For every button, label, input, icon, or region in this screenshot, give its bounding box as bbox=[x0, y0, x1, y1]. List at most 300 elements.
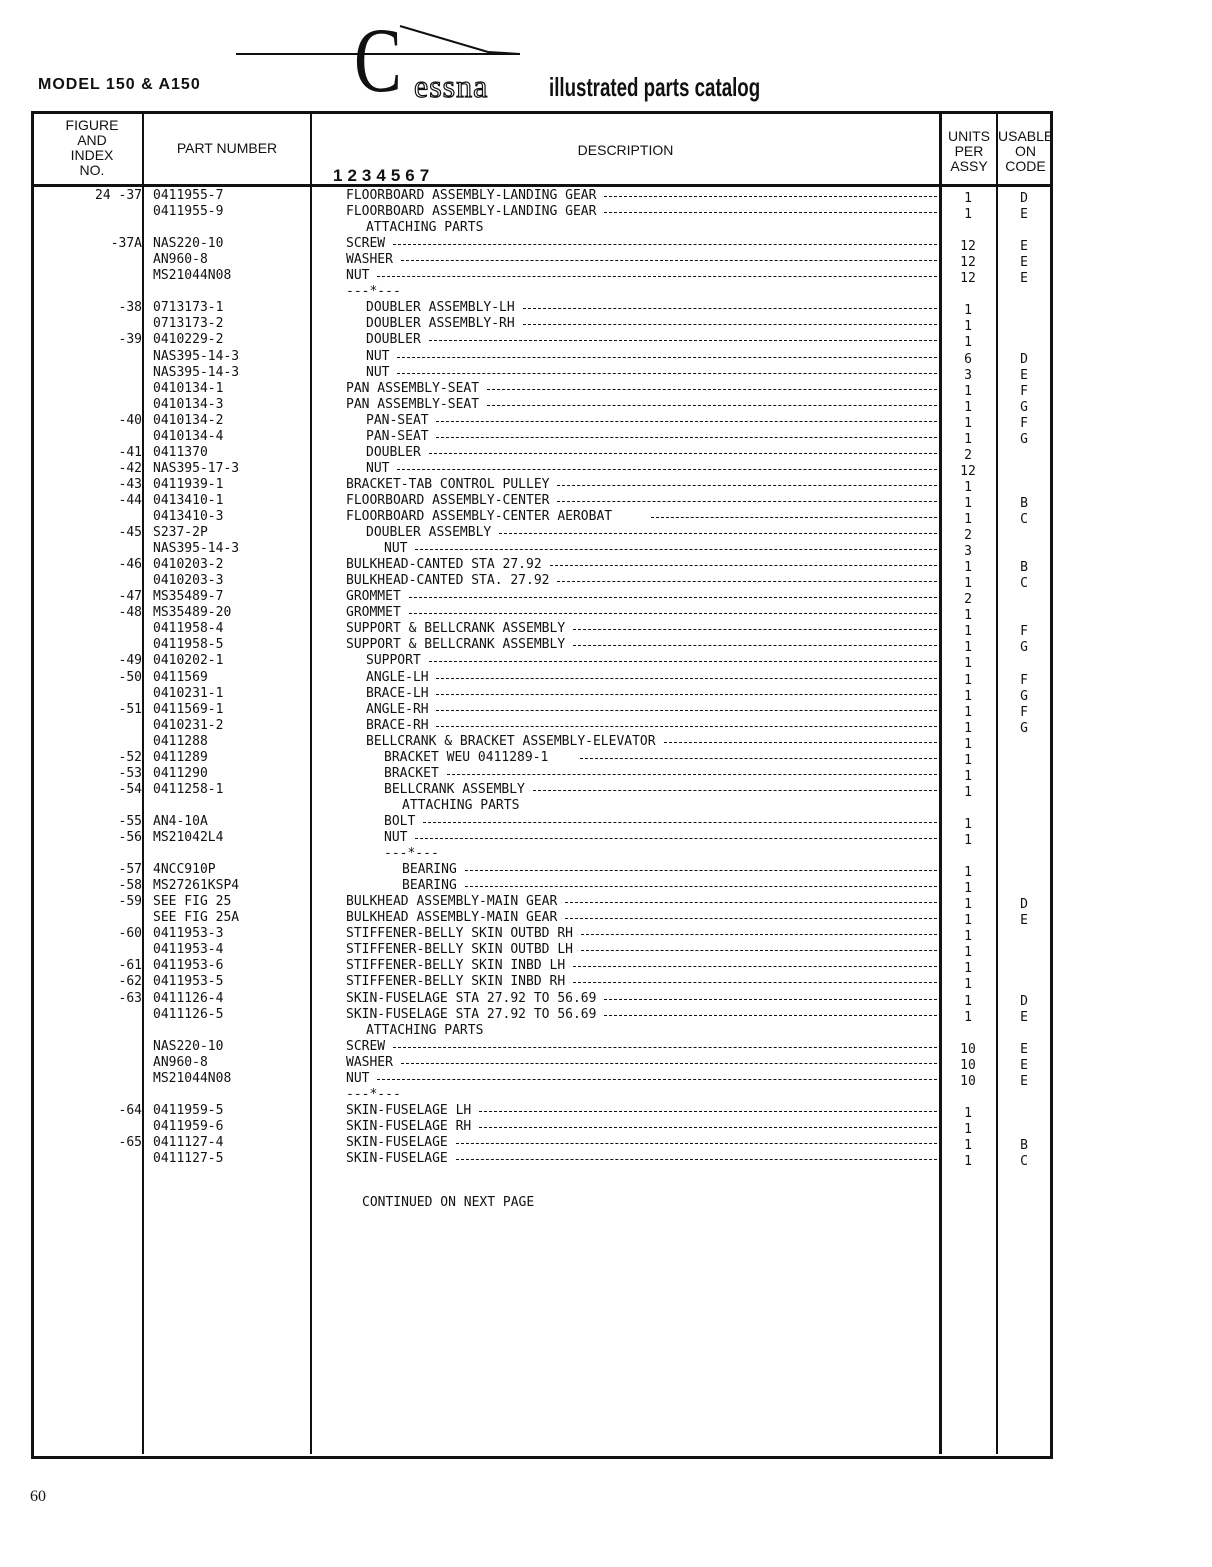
table-row bbox=[0, 862, 1212, 881]
leader-dashes bbox=[581, 950, 942, 951]
header-divider bbox=[34, 184, 1050, 187]
units-per-assy: 1 bbox=[964, 656, 972, 672]
leader-dashes bbox=[565, 918, 942, 919]
description: ANGLE-LH bbox=[366, 669, 429, 685]
leader-dashes bbox=[377, 1079, 942, 1080]
units-per-assy: 1 bbox=[964, 720, 972, 736]
usable-code: E bbox=[1020, 255, 1028, 271]
leader-dashes bbox=[436, 421, 942, 422]
description: NUT bbox=[346, 1070, 370, 1086]
table-row bbox=[0, 365, 1212, 381]
leader-dashes bbox=[479, 1127, 942, 1128]
description: SCREW bbox=[346, 236, 386, 252]
part-number: 0410231-2 bbox=[153, 717, 224, 733]
description: FLOORBOARD ASSEMBLY-CENTER AEROBAT bbox=[346, 509, 613, 524]
part-number: 4NCC910P bbox=[153, 862, 216, 878]
leader-dashes bbox=[581, 934, 942, 935]
units-per-assy: 1 bbox=[964, 881, 972, 897]
units-per-assy: 1 bbox=[964, 752, 972, 768]
part-number: 0411290 bbox=[153, 765, 208, 781]
description: PAN ASSEMBLY-SEAT bbox=[346, 396, 480, 412]
leader-dashes bbox=[557, 485, 942, 486]
part-number: 0411958-5 bbox=[153, 637, 224, 653]
description: SUPPORT & BELLCRANK ASSEMBLY bbox=[346, 621, 566, 637]
units-per-assy: 1 bbox=[964, 207, 972, 223]
table-row bbox=[0, 316, 1212, 335]
leader-dashes bbox=[664, 742, 942, 743]
units-per-assy: 1 bbox=[964, 816, 972, 832]
description: BRACKET-TAB CONTROL PULLEY bbox=[346, 476, 550, 492]
index-number: -53 bbox=[118, 765, 142, 781]
part-number: 0411289 bbox=[153, 749, 208, 765]
table-row bbox=[0, 718, 1212, 734]
table-row bbox=[0, 1087, 1212, 1103]
usable-code: F bbox=[1020, 383, 1028, 399]
part-number: MS35489-20 bbox=[153, 605, 232, 621]
units-per-assy: 12 bbox=[960, 271, 976, 287]
index-number: -51 bbox=[118, 701, 142, 717]
table-row bbox=[0, 621, 1212, 640]
leader-dashes bbox=[533, 790, 942, 791]
usable-code: F bbox=[1020, 672, 1028, 688]
leader-dashes bbox=[499, 533, 942, 534]
leader-dashes bbox=[409, 613, 942, 614]
index-number: -46 bbox=[118, 557, 142, 573]
usable-code: F bbox=[1020, 415, 1028, 431]
part-number: MS21042L4 bbox=[153, 830, 224, 845]
description: ATTACHING PARTS bbox=[366, 220, 484, 236]
leader-dashes bbox=[415, 838, 942, 839]
leader-dashes bbox=[580, 758, 942, 759]
index-number: -41 bbox=[118, 444, 142, 460]
part-number: NAS220-10 bbox=[153, 236, 224, 252]
leader-dashes bbox=[456, 1143, 942, 1144]
table-row bbox=[0, 525, 1212, 544]
part-number: MS35489-7 bbox=[153, 589, 224, 605]
header-part-number: PART NUMBER bbox=[176, 140, 278, 156]
table-row bbox=[0, 220, 1212, 236]
leader-dashes bbox=[550, 565, 942, 566]
usable-code: G bbox=[1020, 399, 1028, 415]
table-row bbox=[0, 846, 1212, 862]
table-row bbox=[0, 750, 1212, 766]
index-number: -63 bbox=[118, 990, 142, 1006]
index-number: -58 bbox=[118, 878, 142, 894]
part-number: 0411288 bbox=[153, 733, 208, 749]
description: SKIN-FUSELAGE bbox=[346, 1151, 448, 1166]
description: BEARING bbox=[402, 878, 457, 894]
table-row bbox=[0, 974, 1212, 993]
leader-dashes bbox=[456, 1159, 942, 1160]
logo-swoosh-icon bbox=[398, 22, 522, 62]
leader-dashes bbox=[465, 886, 942, 887]
description: SCREW bbox=[346, 1038, 386, 1054]
table-row bbox=[0, 1023, 1212, 1039]
units-per-assy: 1 bbox=[964, 399, 972, 415]
table-row bbox=[0, 204, 1212, 223]
usable-code: E bbox=[1020, 1009, 1028, 1025]
part-number: AN960-8 bbox=[153, 1054, 208, 1070]
table-row bbox=[0, 686, 1212, 702]
usable-code: B bbox=[1020, 495, 1028, 511]
part-number: 0411953-6 bbox=[153, 958, 224, 974]
units-per-assy: 1 bbox=[964, 640, 972, 656]
table-row bbox=[0, 541, 1212, 560]
table-row bbox=[0, 702, 1212, 718]
leader-dashes bbox=[401, 260, 942, 261]
description: WASHER bbox=[346, 252, 393, 268]
table-row bbox=[0, 734, 1212, 750]
indent-digits: 1234567 bbox=[333, 166, 435, 185]
leader-dashes bbox=[487, 405, 942, 406]
part-number: 0411953-4 bbox=[153, 942, 224, 958]
description: PAN ASSEMBLY-SEAT bbox=[346, 380, 480, 396]
leader-dashes bbox=[573, 966, 942, 967]
part-number: S237-2P bbox=[153, 525, 208, 541]
table-row bbox=[0, 653, 1212, 672]
table-row bbox=[0, 397, 1212, 413]
usable-code: E bbox=[1020, 239, 1028, 255]
index-number: -44 bbox=[118, 492, 142, 508]
table-row bbox=[0, 830, 1212, 846]
part-number: 0411953-5 bbox=[153, 974, 224, 990]
part-number: SEE FIG 25A bbox=[153, 910, 240, 926]
model-title: MODEL 150 & A150 bbox=[38, 76, 201, 93]
table-row bbox=[0, 445, 1212, 461]
units-per-assy: 1 bbox=[964, 768, 972, 784]
leader-dashes bbox=[429, 340, 942, 341]
units-per-assy: 1 bbox=[964, 512, 972, 527]
leader-dashes bbox=[565, 902, 942, 903]
index-number: -59 bbox=[118, 894, 142, 910]
part-number: MS27261KSP4 bbox=[153, 878, 240, 894]
leader-dashes bbox=[523, 324, 942, 325]
units-per-assy: 3 bbox=[964, 367, 972, 383]
header-usable-code: USABLE ON CODE bbox=[998, 128, 1054, 174]
description: PAN-SEAT bbox=[366, 412, 429, 428]
units-per-assy: 1 bbox=[964, 303, 972, 319]
usable-code: C bbox=[1020, 512, 1028, 527]
units-per-assy: 2 bbox=[964, 528, 972, 544]
description: ---*--- bbox=[346, 1086, 401, 1102]
table-row bbox=[0, 429, 1212, 445]
description: BELLCRANK & BRACKET ASSEMBLY-ELEVATOR bbox=[366, 733, 656, 749]
part-number: NAS220-10 bbox=[153, 1038, 224, 1054]
units-per-assy: 1 bbox=[964, 1009, 972, 1025]
units-per-assy: 1 bbox=[964, 945, 972, 961]
table-row bbox=[0, 814, 1212, 830]
description: ---*--- bbox=[346, 284, 401, 300]
table-row bbox=[0, 573, 1212, 592]
units-per-assy: 1 bbox=[964, 319, 972, 335]
index-number: -54 bbox=[118, 781, 142, 797]
index-number: -57 bbox=[118, 862, 142, 878]
description: DOUBLER ASSEMBLY-RH bbox=[366, 316, 515, 332]
description: FLOORBOARD ASSEMBLY-LANDING GEAR bbox=[346, 188, 597, 203]
index-number: -40 bbox=[118, 412, 142, 428]
table-row bbox=[0, 637, 1212, 656]
leader-dashes bbox=[604, 212, 942, 213]
leader-dashes bbox=[447, 774, 942, 775]
usable-code: C bbox=[1020, 1154, 1028, 1169]
table-row bbox=[0, 284, 1212, 300]
description: PAN-SEAT bbox=[366, 428, 429, 444]
table-row bbox=[0, 958, 1212, 977]
units-per-assy: 12 bbox=[960, 463, 976, 479]
units-per-assy: 1 bbox=[964, 977, 972, 993]
leader-dashes bbox=[409, 597, 942, 598]
table-row bbox=[0, 477, 1212, 493]
description: FLOORBOARD ASSEMBLY-CENTER bbox=[346, 492, 550, 508]
table-row bbox=[0, 605, 1212, 624]
part-number: 0411126-5 bbox=[153, 1006, 224, 1022]
table-row bbox=[0, 268, 1212, 287]
part-number: 0713173-2 bbox=[153, 316, 224, 332]
units-per-assy: 1 bbox=[964, 191, 972, 206]
usable-code: F bbox=[1020, 704, 1028, 720]
description: BRACE-LH bbox=[366, 685, 429, 701]
part-number: 0411126-4 bbox=[153, 990, 224, 1006]
table-row bbox=[0, 557, 1212, 576]
index-number: -48 bbox=[118, 605, 142, 621]
units-per-assy: 3 bbox=[964, 544, 972, 560]
description: BULKHEAD-CANTED STA 27.92 bbox=[346, 557, 542, 573]
part-number: 0410231-1 bbox=[153, 685, 224, 701]
description: DOUBLER bbox=[366, 444, 421, 460]
leader-dashes bbox=[423, 822, 942, 823]
header-figure-index: FIGURE AND INDEX NO. bbox=[65, 117, 119, 178]
description: BEARING bbox=[402, 862, 457, 878]
part-number: 0413410-3 bbox=[153, 509, 224, 524]
index-number: -42 bbox=[118, 460, 142, 476]
units-per-assy: 1 bbox=[964, 479, 972, 495]
index-number: 24 -37 bbox=[95, 188, 142, 203]
part-number: 0411959-5 bbox=[153, 1102, 224, 1118]
usable-code: B bbox=[1020, 560, 1028, 576]
units-per-assy: 6 bbox=[964, 351, 972, 367]
units-per-assy: 10 bbox=[960, 1073, 976, 1089]
part-number: MS21044N08 bbox=[153, 1070, 232, 1086]
units-per-assy: 1 bbox=[964, 383, 972, 399]
usable-code: G bbox=[1020, 431, 1028, 447]
leader-dashes bbox=[393, 1047, 942, 1048]
header-description: DESCRIPTION bbox=[577, 142, 674, 158]
table-row bbox=[0, 1039, 1212, 1055]
part-number: 0410134-4 bbox=[153, 428, 224, 444]
leader-dashes bbox=[429, 661, 942, 662]
units-per-assy: 1 bbox=[964, 576, 972, 592]
leader-dashes bbox=[436, 726, 942, 727]
index-number: -37A bbox=[110, 236, 142, 252]
units-per-assy: 1 bbox=[964, 431, 972, 447]
leader-dashes bbox=[604, 1015, 942, 1016]
table-row bbox=[0, 942, 1212, 961]
part-number: 0411953-3 bbox=[153, 926, 224, 942]
usable-code: E bbox=[1020, 271, 1028, 287]
description: DOUBLER bbox=[366, 332, 421, 348]
table-row bbox=[0, 236, 1212, 255]
part-number: NAS395-14-3 bbox=[153, 364, 240, 380]
usable-code: B bbox=[1020, 1137, 1028, 1153]
part-number: 0411569 bbox=[153, 669, 208, 685]
part-number: 0411370 bbox=[153, 444, 208, 460]
table-row bbox=[0, 798, 1212, 814]
leader-dashes bbox=[573, 629, 942, 630]
leader-dashes bbox=[573, 982, 942, 983]
leader-dashes bbox=[429, 453, 942, 454]
units-per-assy: 1 bbox=[964, 608, 972, 624]
units-per-assy: 1 bbox=[964, 1105, 972, 1121]
index-number: -47 bbox=[118, 589, 142, 605]
page-number: 60 bbox=[30, 1488, 46, 1505]
description: ---*--- bbox=[384, 846, 439, 862]
index-number: -56 bbox=[118, 830, 142, 845]
leader-dashes bbox=[479, 1111, 942, 1112]
part-number: NAS395-14-3 bbox=[153, 541, 240, 557]
part-number: 0410203-2 bbox=[153, 557, 224, 573]
description: SKIN-FUSELAGE LH bbox=[346, 1102, 472, 1118]
leader-dashes bbox=[415, 549, 942, 550]
units-per-assy: 1 bbox=[964, 495, 972, 511]
leader-dashes bbox=[487, 389, 942, 390]
usable-code: E bbox=[1020, 1057, 1028, 1073]
part-number: 0410134-1 bbox=[153, 380, 224, 396]
part-number: MS21044N08 bbox=[153, 268, 232, 284]
description: BULKHEAD-CANTED STA. 27.92 bbox=[346, 573, 550, 589]
description: GROMMET bbox=[346, 589, 401, 605]
units-per-assy: 1 bbox=[964, 624, 972, 640]
part-number: AN960-8 bbox=[153, 252, 208, 268]
table-row bbox=[0, 1103, 1212, 1119]
description: BULKHEAD ASSEMBLY-MAIN GEAR bbox=[346, 894, 558, 910]
index-number: -39 bbox=[118, 332, 142, 348]
part-number: 0410202-1 bbox=[153, 653, 224, 669]
description: GROMMET bbox=[346, 605, 401, 621]
leader-dashes bbox=[397, 373, 942, 374]
units-per-assy: 12 bbox=[960, 239, 976, 255]
leader-dashes bbox=[604, 196, 942, 197]
leader-dashes bbox=[397, 357, 942, 358]
units-per-assy: 1 bbox=[964, 1121, 972, 1137]
description: DOUBLER ASSEMBLY bbox=[366, 525, 492, 541]
part-number: 0411127-4 bbox=[153, 1134, 224, 1150]
description: NUT bbox=[366, 364, 390, 380]
part-number: 0410229-2 bbox=[153, 332, 224, 348]
leader-dashes bbox=[523, 308, 942, 309]
part-number: 0411939-1 bbox=[153, 476, 224, 492]
usable-code: G bbox=[1020, 720, 1028, 736]
units-per-assy: 1 bbox=[964, 929, 972, 945]
part-number: 0411959-6 bbox=[153, 1118, 224, 1134]
usable-code: G bbox=[1020, 640, 1028, 656]
description: SKIN-FUSELAGE STA 27.92 TO 56.69 bbox=[346, 1006, 597, 1022]
table-row bbox=[0, 381, 1212, 397]
leader-dashes bbox=[377, 276, 942, 277]
leader-dashes bbox=[401, 1063, 942, 1064]
description: NUT bbox=[346, 268, 370, 284]
part-number: 0410134-3 bbox=[153, 396, 224, 412]
table-row bbox=[0, 1135, 1212, 1151]
catalog-title: illustrated parts catalog bbox=[549, 72, 761, 102]
description: STIFFENER-BELLY SKIN OUTBD LH bbox=[346, 942, 573, 958]
part-number: 0410134-2 bbox=[153, 412, 224, 428]
description: NUT bbox=[366, 348, 390, 364]
usable-code: D bbox=[1020, 897, 1028, 913]
leader-dashes bbox=[393, 244, 942, 245]
part-number: 0411958-4 bbox=[153, 621, 224, 637]
units-per-assy: 1 bbox=[964, 560, 972, 576]
part-number: SEE FIG 25 bbox=[153, 894, 232, 910]
description: ANGLE-RH bbox=[366, 701, 429, 717]
leader-dashes bbox=[436, 694, 942, 695]
part-number: AN4-10A bbox=[153, 813, 208, 829]
index-number: -62 bbox=[118, 974, 142, 990]
index-number: -50 bbox=[118, 669, 142, 685]
description: ATTACHING PARTS bbox=[366, 1022, 484, 1038]
leader-dashes bbox=[557, 501, 942, 502]
index-number: -45 bbox=[118, 525, 142, 541]
usable-code: D bbox=[1020, 993, 1028, 1009]
units-per-assy: 1 bbox=[964, 897, 972, 913]
description: BOLT bbox=[384, 813, 416, 829]
description: BRACE-RH bbox=[366, 717, 429, 733]
usable-code: E bbox=[1020, 1041, 1028, 1057]
part-number: NAS395-14-3 bbox=[153, 348, 240, 364]
leader-dashes bbox=[436, 437, 942, 438]
part-number: 0713173-1 bbox=[153, 300, 224, 316]
index-number: -64 bbox=[118, 1102, 142, 1118]
table-row bbox=[0, 766, 1212, 782]
leader-dashes bbox=[573, 645, 942, 646]
units-per-assy: 10 bbox=[960, 1057, 976, 1073]
units-per-assy: 1 bbox=[964, 1137, 972, 1153]
table-row bbox=[0, 1007, 1212, 1023]
leader-dashes bbox=[604, 999, 942, 1000]
table-row bbox=[0, 878, 1212, 897]
units-per-assy: 1 bbox=[964, 335, 972, 351]
description: SKIN-FUSELAGE RH bbox=[346, 1118, 472, 1134]
index-number: -38 bbox=[118, 300, 142, 316]
units-per-assy: 1 bbox=[964, 961, 972, 977]
units-per-assy: 1 bbox=[964, 415, 972, 431]
index-number: -65 bbox=[118, 1134, 142, 1150]
table-row bbox=[0, 300, 1212, 319]
description: BELLCRANK ASSEMBLY bbox=[384, 781, 525, 797]
description: NUT bbox=[366, 460, 390, 476]
table-row bbox=[0, 1071, 1212, 1087]
description: SKIN-FUSELAGE bbox=[346, 1134, 448, 1150]
usable-code: F bbox=[1020, 624, 1028, 640]
table-row bbox=[0, 589, 1212, 608]
leader-dashes bbox=[436, 710, 942, 711]
usable-code: D bbox=[1020, 191, 1028, 206]
table-row bbox=[0, 1119, 1212, 1135]
table-row bbox=[0, 1151, 1212, 1167]
index-number: -49 bbox=[118, 653, 142, 669]
part-number: NAS395-17-3 bbox=[153, 460, 240, 476]
description: STIFFENER-BELLY SKIN OUTBD RH bbox=[346, 926, 573, 942]
units-per-assy: 1 bbox=[964, 1154, 972, 1169]
part-number: 0413410-1 bbox=[153, 492, 224, 508]
table-row bbox=[0, 782, 1212, 798]
logo-letter-c: C bbox=[354, 9, 402, 111]
part-number: 0410203-3 bbox=[153, 573, 224, 589]
index-number: -55 bbox=[118, 813, 142, 829]
usable-code: E bbox=[1020, 1073, 1028, 1089]
usable-code: C bbox=[1020, 576, 1028, 592]
units-per-assy: 1 bbox=[964, 688, 972, 704]
description: SKIN-FUSELAGE STA 27.92 TO 56.69 bbox=[346, 990, 597, 1006]
